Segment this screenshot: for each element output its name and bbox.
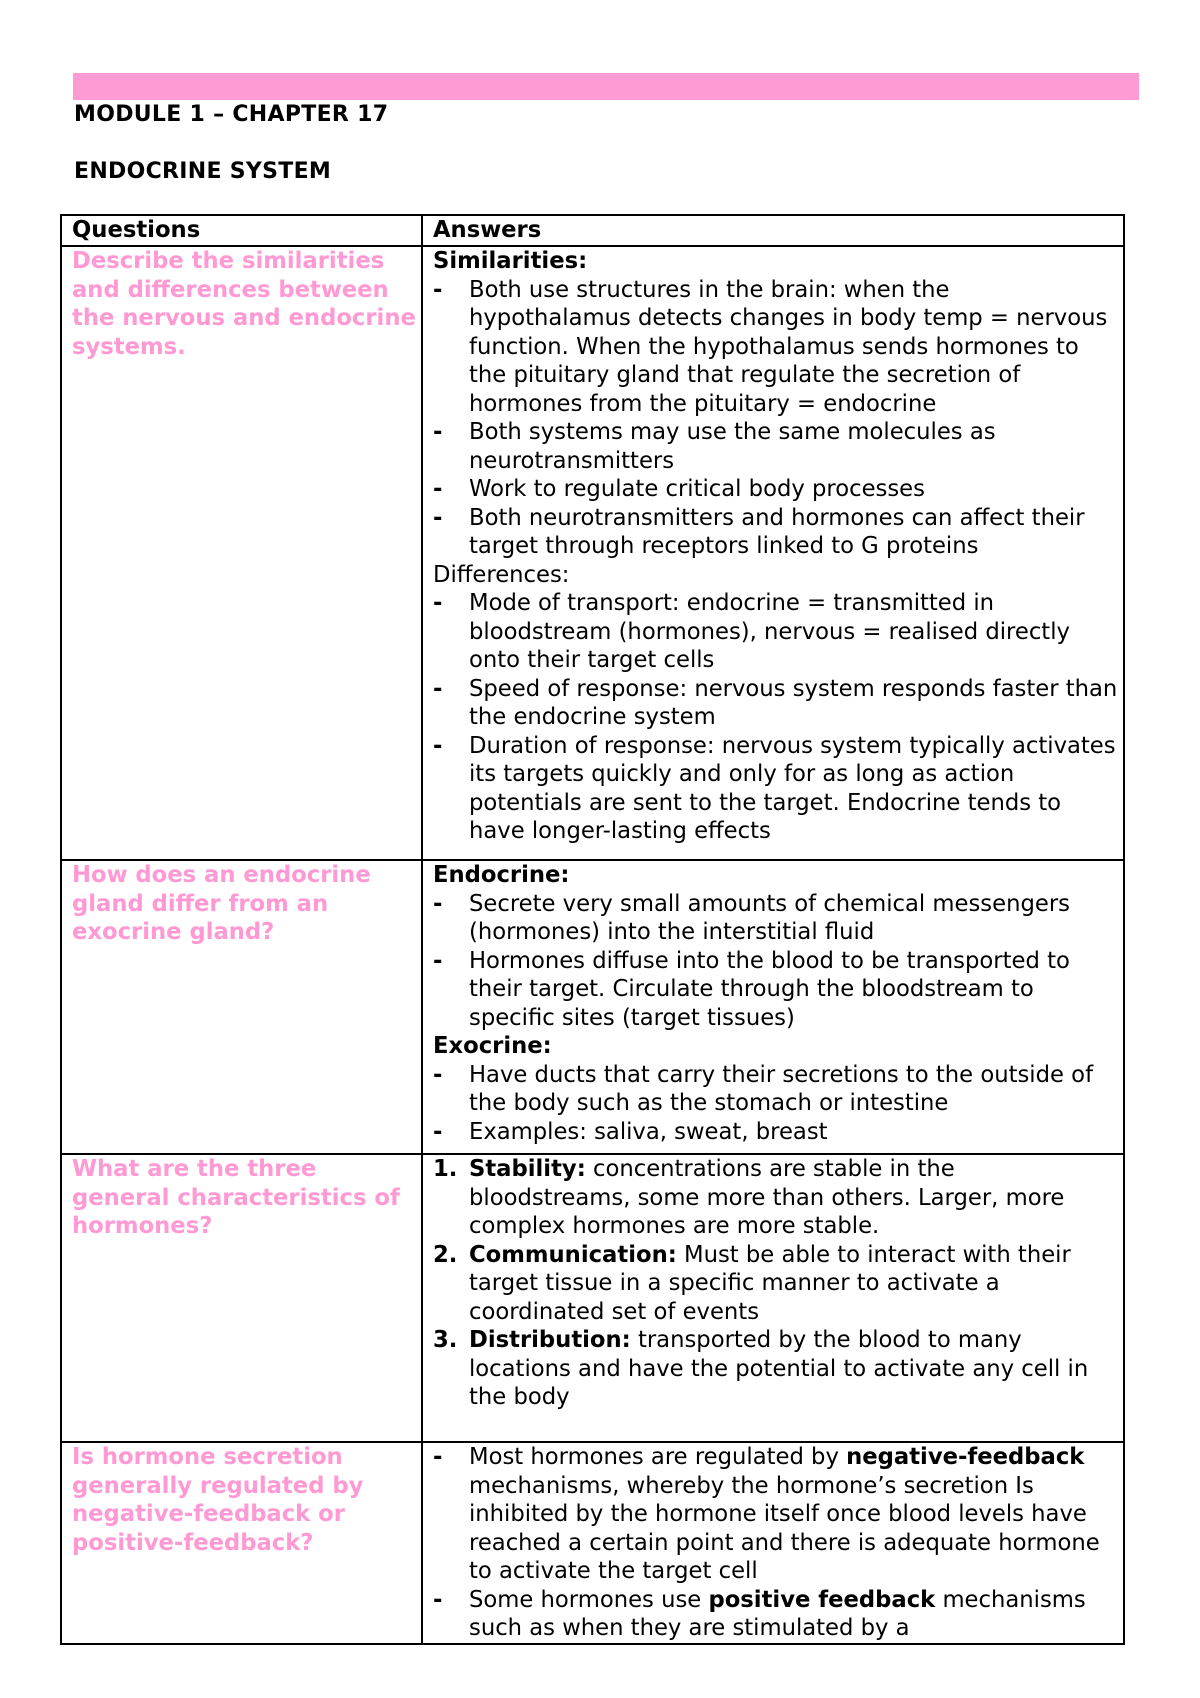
list-item: - Both neurotransmitters and hormones can affect their target through receptors linked to G proteins (433, 504, 1118, 561)
item-term: Distribution: (469, 1327, 631, 1353)
answer-cell (422, 860, 1124, 1154)
text-run: mechanisms, whereby the hormone’s secretion Is inhibited by the hormone itself once blood levels have reached a certain point and there is adequate hormone to activate the target cell (469, 1472, 1100, 1584)
emphasis-positive-feedback: positive feedback (708, 1586, 936, 1613)
page-title: ENDOCRINE SYSTEM (74, 159, 332, 184)
list-item: - Have ducts that carry their secretions to the outside of the body such as the stomach or intestine (433, 1061, 1118, 1118)
exocrine-label: Exocrine: (433, 1033, 552, 1059)
text-run: Some hormones use (469, 1586, 709, 1613)
similarities-label: Similarities: (433, 248, 588, 274)
list-item: - Work to regulate critical body processes (433, 475, 1118, 504)
emphasis-negative-feedback: negative-feedback (846, 1444, 1085, 1470)
exocrine-list (433, 1061, 1118, 1147)
list-item: - Mode of transport: endocrine = transmitted in bloodstream (hormones), nervous = realised directly onto their target cells (433, 589, 1118, 675)
endocrine-label: Endocrine: (433, 862, 570, 888)
list-item: - Hormones diffuse into the blood to be transported to their target. Circulate through the bloodstream to specific sites (target tissues) (433, 947, 1118, 1033)
item-number: 1. (433, 1156, 458, 1182)
list-item: - Secrete very small amounts of chemical messengers (hormones) into the interstitial fluid (433, 890, 1118, 947)
questions-column-header: Questions (61, 215, 422, 246)
item-term: Communication: (469, 1241, 677, 1268)
differences-label: Differences: (433, 561, 570, 588)
list-item (433, 1586, 1118, 1643)
text-run: mechanisms such as when they are stimulated by a (469, 1586, 1086, 1641)
question-cell: Is hormone secretion generally regulated by negative-feedback or positive-feedback? (61, 1442, 422, 1644)
item-text: transported by the blood to many locations and have the potential to activate any cell in the body (469, 1327, 1089, 1410)
answer-cell (422, 246, 1124, 860)
similarities-list (433, 276, 1118, 561)
list-item: - Both use structures in the brain: when the hypothalamus detects changes in body temp = nervous function. When the hypothalamus sends hormones to the pituitary gland that regulate the secretion of hormones from the pituitary = endocrine (433, 276, 1118, 419)
characteristics-list (433, 1155, 1118, 1412)
list-item (433, 1443, 1118, 1586)
question-cell: How does an endocrine gland differ from an exocrine gland? (61, 860, 422, 1154)
table-row (61, 860, 1124, 1154)
item-number: 2. (433, 1241, 458, 1268)
header-accent-bar (73, 73, 1139, 100)
text-run: Most hormones are regulated by (469, 1444, 847, 1470)
list-item (433, 1326, 1118, 1412)
feedback-list (433, 1443, 1118, 1643)
item-text: Must be able to interact with their target tissue in a specific manner to activate a coordinated set of events (469, 1241, 1071, 1325)
table-row (61, 1154, 1124, 1442)
table-header-row (61, 215, 1124, 246)
item-text: concentrations are stable in the bloodstreams, some more than others. Larger, more complex hormones are more stable. (469, 1156, 1065, 1239)
item-term: Stability: (469, 1156, 586, 1182)
list-item: - Speed of response: nervous system responds faster than the endocrine system (433, 675, 1118, 732)
answers-column-header: Answers (422, 215, 1124, 246)
question-cell: Describe the similarities and differences between the nervous and endocrine systems. (61, 246, 422, 860)
item-number: 3. (433, 1327, 458, 1353)
list-item (433, 1241, 1118, 1327)
list-item: - Duration of response: nervous system typically activates its targets quickly and only for as long as action potentials are sent to the target. Endocrine tends to have longer-lasting effects (433, 732, 1118, 846)
answer-cell (422, 1154, 1124, 1442)
differences-list (433, 589, 1118, 846)
module-heading: MODULE 1 – CHAPTER 17 (74, 102, 389, 127)
question-cell: What are the three general characteristics of hormones? (61, 1154, 422, 1442)
endocrine-list (433, 890, 1118, 1033)
table-row (61, 1442, 1124, 1644)
table-row (61, 246, 1124, 860)
list-item: - Examples: saliva, sweat, breast (433, 1118, 1118, 1147)
answer-cell (422, 1442, 1124, 1644)
list-item: - Both systems may use the same molecules as neurotransmitters (433, 418, 1118, 475)
list-item (433, 1155, 1118, 1241)
qa-table (60, 214, 1125, 1645)
